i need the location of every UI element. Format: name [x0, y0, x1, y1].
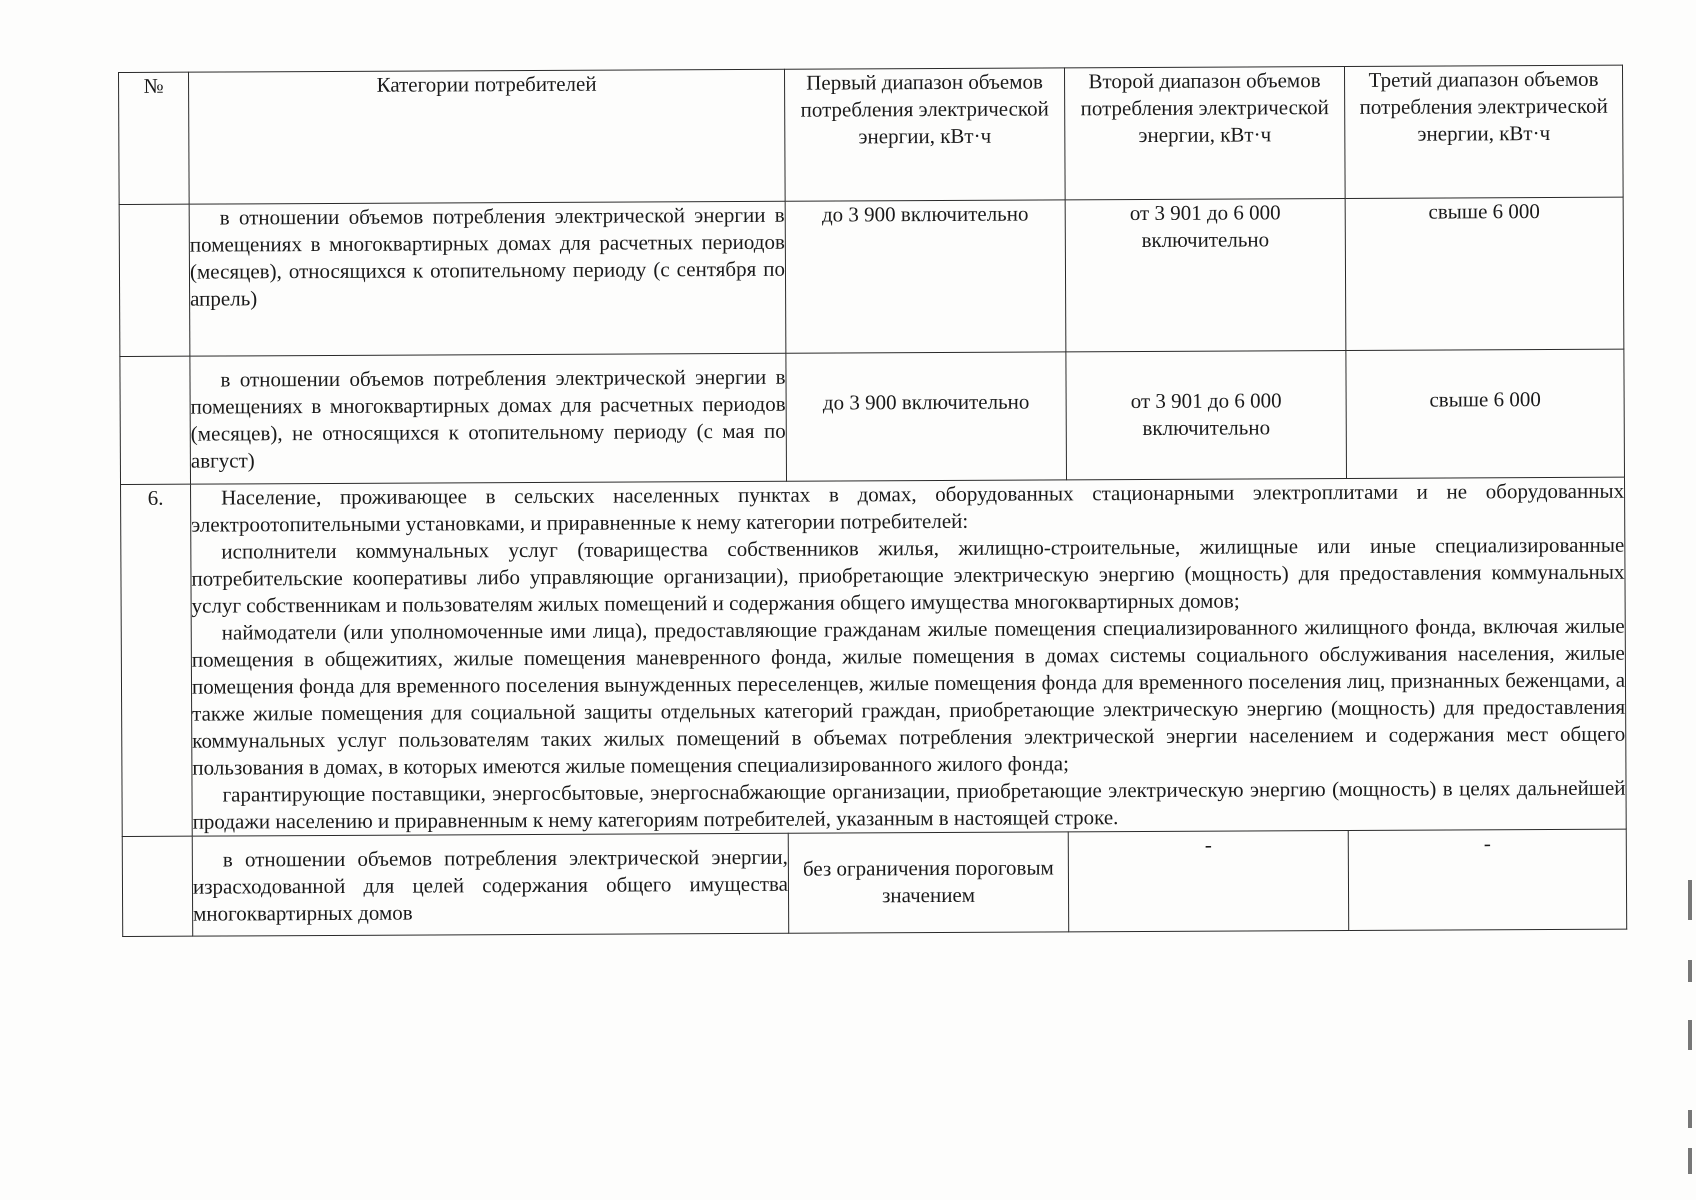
- scan-edge-marks: [1688, 880, 1694, 1180]
- row-range2: -: [1068, 830, 1348, 931]
- row-category: в отношении объемов потребления электрической энергии в помещениях в многоквартирных домах для расчетных периодов (месяцев), относящихся к отопительному периоду (с сентября по апрель): [189, 201, 786, 356]
- table-row: [119, 197, 1624, 356]
- row-range1: до 3 900 включительно: [786, 352, 1067, 481]
- table-row: [120, 349, 1625, 484]
- section-6-paragraph: исполнители коммунальных услуг (товарищества собственников жилья, жилищно-строительные, жилищные или иные специализированные потребительские кооперативы либо управляющие организации), приобретающие электрическую энергию (мощность) для предоставления коммунальных услуг собственникам и пользователям жилых помещений и содержания общего имущества многоквартирных домов;: [191, 532, 1625, 618]
- tariff-table: [118, 65, 1627, 937]
- header-category: Категории потребителей: [189, 69, 786, 204]
- row-category: в отношении объемов потребления электрической энергии, израсходованной для целей содержания общего имущества многоквартирных домов: [192, 833, 788, 936]
- row-range1: без ограничения пороговым значением: [788, 832, 1068, 933]
- row-range3: свыше 6 000: [1345, 197, 1624, 350]
- section-6-paragraph: наймодатели (или уполномоченные ими лица), предоставляющие гражданам жилые помещения специализированного жилищного фонда, включая жилые помещения в общежитиях, жилые помещения маневренного фонда, жилые помещения в домах системы социального обслуживания населения, жилые помещения фонда для временного поселения вынужденных переселенцев, жилые помещения фонда для временного поселения лиц, признанных беженцами, а также жилые помещения для социальной защиты отдельных категорий граждан, приобретающие электрическую энергию (мощность) для предоставления коммунальных услуг пользователям таких жилых помещений в объемах потребления электрической энергии населением и содержания мест общего пользования в домах, в которых имеются жилые помещения специализированного жилого фонда;: [191, 613, 1626, 780]
- row-range2: от 3 901 до 6 000 включительно: [1065, 199, 1346, 352]
- row-range1: до 3 900 включительно: [785, 200, 1066, 353]
- row-range2: от 3 901 до 6 000 включительно: [1066, 351, 1347, 480]
- header-range1: Первый диапазон объемов потребления электрической энергии, кВт·ч: [784, 68, 1065, 201]
- header-range3: Третий диапазон объемов потребления электрической энергии, кВт·ч: [1344, 65, 1623, 198]
- section-6-description: [191, 477, 1627, 836]
- section-6-paragraph: Население, проживающее в сельских населенных пунктах в домах, оборудованных стационарными электроплитами и не оборудованных электроотопительными установками, и приравненные к нему категории потребителей:: [191, 478, 1625, 537]
- table-row: [122, 829, 1626, 936]
- row-range3: -: [1348, 829, 1626, 930]
- header-num: №: [119, 72, 190, 204]
- row-num: [122, 836, 192, 936]
- section-6-number: 6.: [121, 484, 193, 836]
- section-6-row: [121, 477, 1627, 836]
- row-range3: свыше 6 000: [1346, 349, 1625, 478]
- section-6-paragraph: гарантирующие поставщики, энергосбытовые, энергоснабжающие организации, приобретающие электрическую энергию (мощность) в целях дальнейшей продажи населению и приравненным к нему категориям потребителей, указанным в настоящей строке.: [192, 775, 1626, 834]
- row-num: [119, 204, 190, 356]
- row-category: в отношении объемов потребления электрической энергии в помещениях в многоквартирных домах для расчетных периодов (месяцев), не относящихся к отопительному периоду (с мая по август): [190, 353, 787, 484]
- table-header-row: [119, 65, 1624, 204]
- header-range2: Второй диапазон объемов потребления электрической энергии, кВт·ч: [1064, 67, 1345, 200]
- row-num: [120, 356, 191, 484]
